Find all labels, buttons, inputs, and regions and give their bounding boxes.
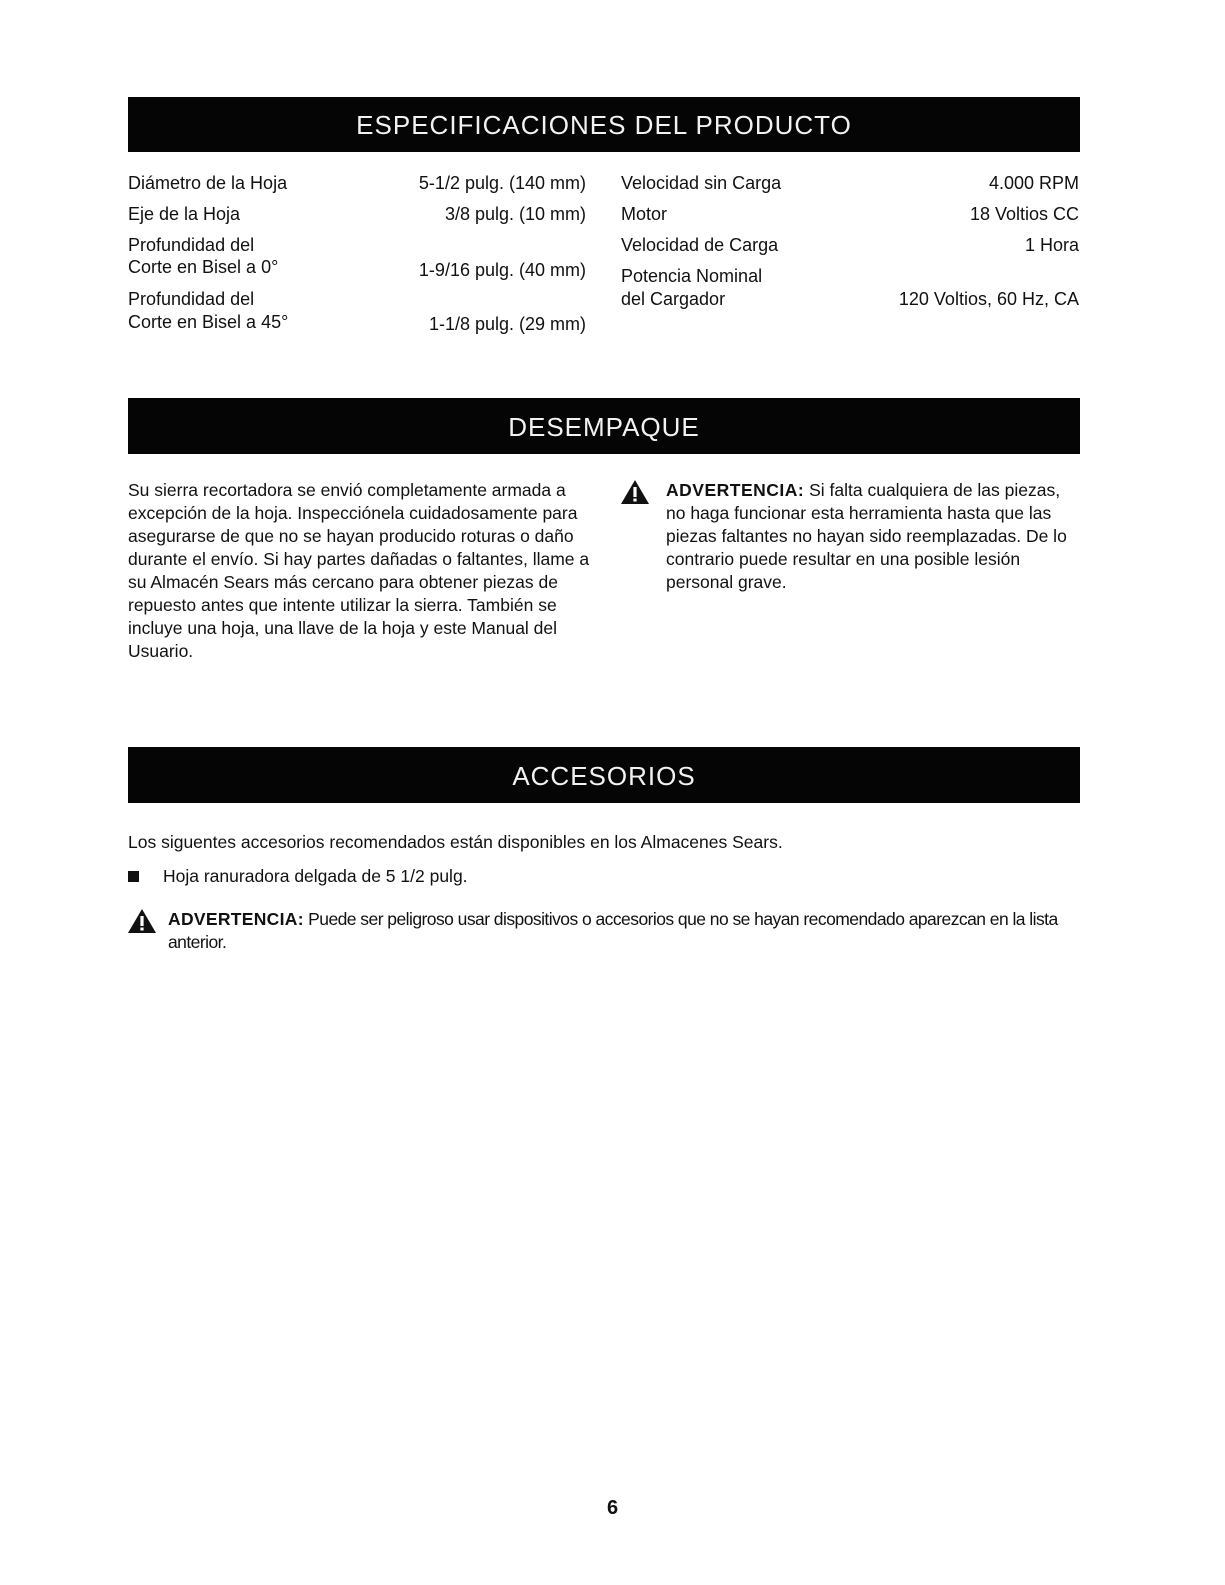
- bullet-icon: [128, 871, 139, 882]
- spec-label-no-load-speed: Velocidad sin Carga: [621, 173, 782, 193]
- spec-value-depth-45: 1-1/8 pulg. (29 mm): [428, 314, 586, 334]
- spec-label-charge-rate: Velocidad de Carga: [621, 235, 779, 255]
- unpacking-heading: DESEMPAQUE: [128, 398, 1080, 454]
- spec-label-depth-45-line1: Profundidad del: [128, 289, 255, 309]
- spec-label-blade-diameter: Diámetro de la Hoja: [128, 173, 288, 193]
- warning-icon: [620, 479, 650, 505]
- spec-label-charger-rating-line1: Potencia Nominal: [621, 266, 763, 286]
- specs-heading: ESPECIFICACIONES DEL PRODUCTO: [128, 97, 1080, 152]
- page-number: 6: [606, 1497, 619, 1519]
- warning-icon: [127, 908, 157, 934]
- spec-value-charge-rate: 1 Hora: [1024, 235, 1079, 255]
- accessory-item: Hoja ranuradora delgada de 5 1/2 pulg.: [163, 866, 468, 886]
- warning-label: ADVERTENCIA:: [666, 480, 805, 500]
- spec-value-no-load-speed: 4.000 RPM: [988, 173, 1079, 193]
- unpacking-body: Su sierra recortadora se envió completamente armada a excepción de la hoja. Inspecciónela cuidadosamente para asegurarse de que no se hayan producido roturas o daño durante el envío. Si hay partes dañadas o faltantes, llame a su Almacén Sears más cercano para obtener piezas de repuesto antes que intente utilizar la sierra. También se incluye una hoja, una llave de la hoja y este Manual del Usuario.: [128, 480, 590, 661]
- accessories-warning: [168, 908, 1080, 954]
- warning-text: Si falta cualquiera de las piezas, no haga funcionar esta herramienta hasta que las piezas faltantes no hayan sido reemplazadas. De lo contrario puede resultar en una posible lesión personal grave.: [666, 480, 1067, 592]
- spec-value-blade-diameter: 5-1/2 pulg. (140 mm): [418, 173, 586, 193]
- accessories-intro: Los siguentes accesorios recomendados están disponibles en los Almacenes Sears.: [128, 832, 783, 852]
- warning-label: ADVERTENCIA:: [168, 909, 304, 929]
- warning-text: Puede ser peligroso usar dispositivos o accesorios que no se hayan recomendado aparezcan en la lista anterior.: [168, 909, 1058, 952]
- spec-label-depth-0-line2: Corte en Bisel a 0°: [128, 257, 279, 277]
- spec-label-arbor: Eje de la Hoja: [128, 204, 241, 224]
- spec-label-depth-45-line2: Corte en Bisel a 45°: [128, 312, 289, 332]
- spec-value-motor: 18 Voltios CC: [969, 204, 1079, 224]
- spec-label-depth-0-line1: Profundidad del: [128, 235, 255, 255]
- spec-value-depth-0: 1-9/16 pulg. (40 mm): [418, 260, 586, 280]
- spec-value-arbor: 3/8 pulg. (10 mm): [444, 204, 586, 224]
- accessories-heading: ACCESORIOS: [128, 747, 1080, 803]
- spec-label-charger-rating-line2: del Cargador: [621, 289, 726, 309]
- unpacking-warning: [666, 479, 1082, 594]
- spec-label-motor: Motor: [621, 204, 668, 224]
- spec-value-charger-rating: 120 Voltios, 60 Hz, CA: [898, 289, 1079, 309]
